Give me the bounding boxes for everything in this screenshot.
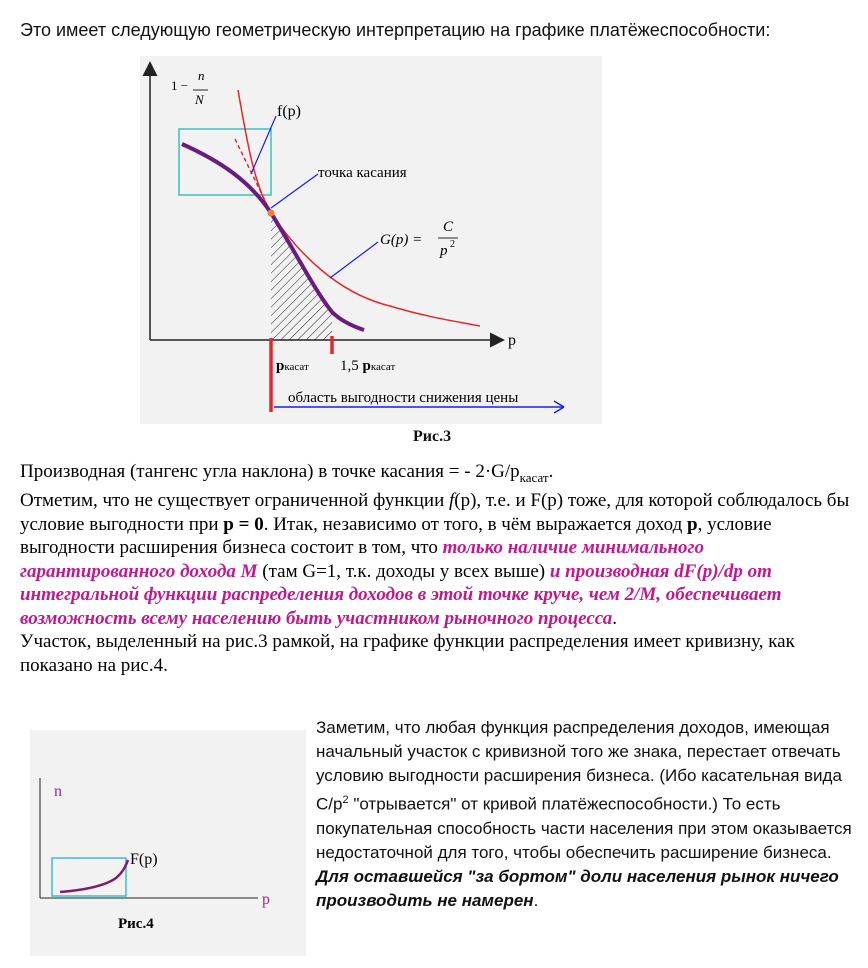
intro-line: Это имеет следующую геометрическую интерпретацию на графике платёжеспособности: xyxy=(20,20,771,40)
fig4-caption: Рис.4 xyxy=(118,916,154,932)
pointer-fp xyxy=(251,116,276,174)
fig4-y-label: n xyxy=(54,783,62,800)
region-label: область выгодности снижения цены xyxy=(288,390,519,406)
tick-pkasat-label: pкасат xyxy=(276,358,309,374)
paragraph-body: Отметим, что не существует ограниченной функции f(p), т.е. и F(p) тоже, для которой соблюдалось бы условие выгодности при p = 0. Итак, независимо от того, в чём выражается доход p, условие выгодности расширения бизнеса состоит в том, что только наличие минимального гарантированного дохода M (там G=1, т.к. доходы у всех выше) и производная dF(p)/dp от интегральной функции распределения доходов в этой точке круче, чем 2/M, обеспечивает возможность всему населению быть участником рыночного процесса. xyxy=(20,490,850,629)
derivative-line: Производная (тангенс угла наклона) в точке касания = - $2\cdot G/p_{касат}$. xyxy=(20,461,554,485)
fig4-Fp-label: F(p) xyxy=(130,851,158,868)
main-paragraph xyxy=(20,460,850,677)
label-fp: f(p) xyxy=(277,103,301,120)
x-label: p xyxy=(508,332,516,349)
figure-4 xyxy=(30,730,306,956)
fig4-box xyxy=(52,858,126,896)
pointer-touch xyxy=(271,174,318,208)
y-label-prefix: 1 − xyxy=(171,78,189,93)
label-G-den: p xyxy=(440,243,448,259)
figure-3 xyxy=(140,56,602,424)
right-text: Заметим, что любая функция распределения доходов, имеющая начальный участок с кривизной того же знака, перестает отвечать условию выгодности расширения бизнеса. (Ибо касательная вида $C/p^2$ "отрывается" от кривой платёжеспособности.) То есть покупательная способность части населения при этом оказывается недостаточной для того, чтобы обеспечить расширение бизнеса. Для оставшейся "за бортом" доли населения рынок ничего производить не намерен. xyxy=(316,718,852,910)
fig3-caption: Рис.3 xyxy=(413,428,452,445)
figure-4-svg xyxy=(30,730,306,956)
label-G-num: C xyxy=(443,219,454,235)
paragraph-curvature: Участок, выделенный на рис.3 рамкой, на графике функции распределения имеет кривизну, как показано на рис.4. xyxy=(20,631,795,676)
tick-15-label: 1,5 pкасат xyxy=(340,358,396,374)
label-G-lhs: G(p) = xyxy=(380,232,423,248)
pointer-G xyxy=(330,242,378,278)
y-label-bottom: N xyxy=(195,92,204,107)
touch-point xyxy=(268,210,275,217)
label-G-exp: 2 xyxy=(450,239,455,250)
y-label-top: n xyxy=(198,68,205,83)
fig4-x-label: p xyxy=(262,891,270,908)
fig4-curve xyxy=(60,860,128,892)
hatched-area xyxy=(271,213,332,340)
figure-3-svg xyxy=(140,56,602,424)
label-touch: точка касания xyxy=(318,165,407,181)
